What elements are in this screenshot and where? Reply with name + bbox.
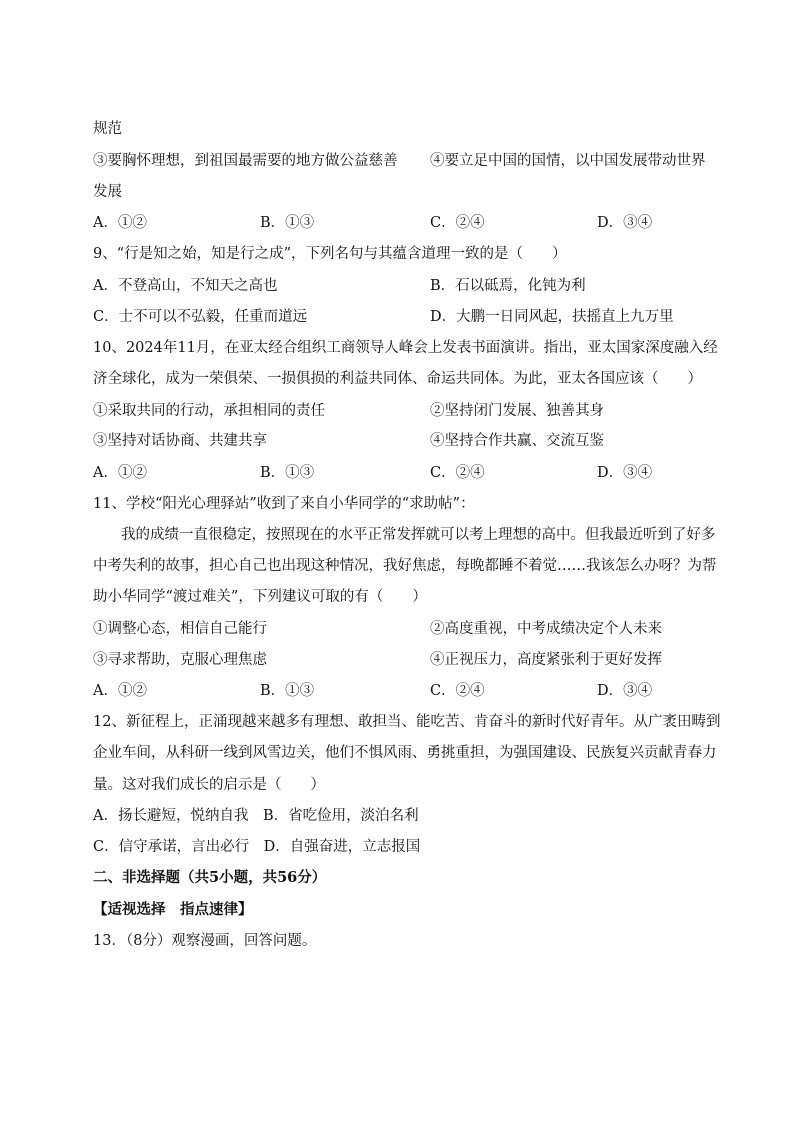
q8-answer-b: B．①③ — [260, 215, 315, 231]
q8-answer-a: A．①② — [93, 215, 147, 231]
q10-answer-a: A．①② — [93, 465, 147, 481]
q11-option-4: ④正视压力，高度紧张利于更好发挥 — [430, 652, 662, 668]
q10-answer-b: B．①③ — [260, 465, 315, 481]
q11-option-1: ①调整心态，相信自己能行 — [93, 621, 267, 637]
q11-paragraph-2: 中考失利的故事，担心自己也出现这种情况，我好焦虑，每晚都睡不着觉……我该怎么办呀？为帮 — [93, 558, 717, 574]
q8-stem-tail: 规范 — [93, 121, 122, 137]
q10-stem: 10、2024年11月，在亚太经合组织工商领导人峰会上发表书面演讲。指出，亚太国家深度融入经 — [93, 340, 718, 356]
q8-option-4: ④要立足中国的国情，以中国发展带动世界 — [430, 153, 706, 169]
q9-option-d: D．大鹏一日同风起，扶摇直上九万里 — [430, 309, 674, 325]
q10-option-3: ③坚持对话协商、共建共享 — [93, 433, 267, 449]
q10-option-2: ②坚持闭门发展、独善其身 — [430, 403, 604, 419]
q11-paragraph-1: 我的成绩一直很稳定，按照现在的水平正常发挥就可以考上理想的高中。但我最近听到了好多 — [121, 527, 716, 543]
q10-option-4: ④坚持合作共赢、交流互鉴 — [430, 433, 604, 449]
q8-answer-d: D．③④ — [597, 215, 653, 231]
q10-answer-c: C．②④ — [430, 465, 485, 481]
q11-option-2: ②高度重视，中考成绩决定个人未来 — [430, 621, 662, 637]
q11-answer-a: A．①② — [93, 683, 147, 699]
q9-stem: 9、“行是知之始，知是行之成”，下列名句与其蕴含道理一致的是（ ） — [93, 246, 567, 262]
q8-answer-c: C．②④ — [430, 215, 485, 231]
q11-option-3: ③寻求帮助，克服心理焦虑 — [93, 652, 267, 668]
q11-answer-c: C．②④ — [430, 683, 485, 699]
q9-option-a: A．不登高山，不知天之高也 — [93, 278, 278, 294]
q11-paragraph-3: 助小华同学“渡过难关”，下列建议可取的有（ ） — [93, 589, 427, 605]
q9-option-c: C．士不可以不弘毅，任重而道远 — [93, 309, 308, 325]
q11-answer-d: D．③④ — [597, 683, 653, 699]
q11-answer-b: B．①③ — [260, 683, 315, 699]
q12-stem-end: 量。这对我们成长的启示是（ ） — [93, 777, 325, 793]
q10-stem-cont: 济全球化，成为一荣俱荣、一损俱损的利益共同体、命运共同体。为此，亚太各国应该（ ） — [93, 371, 702, 387]
q10-answer-d: D．③④ — [597, 465, 653, 481]
q10-option-1: ①采取共同的行动，承担相同的责任 — [93, 403, 325, 419]
q8-option-3: ③要胸怀理想，到祖国最需要的地方做公益慈善 — [93, 153, 398, 169]
q11-stem: 11、学校“阳光心理驿站”收到了来自小华同学的“求助帖”： — [93, 496, 475, 512]
section-2-heading: 二、非选择题（共5小题，共56分） — [93, 869, 327, 886]
q8-option-4-cont: 发展 — [93, 184, 122, 200]
q13-stem: 13．（8分）观察漫画，回答问题。 — [93, 933, 317, 949]
q12-stem: 12、新征程上，正涌现越来越多有理想、敢担当、能吃苦、肯奋斗的新时代好青年。从广袤田畴到 — [93, 714, 721, 730]
q12-options-cd: C．信守承诺，言出必行 D．自强奋进，立志报国 — [93, 839, 421, 855]
q12-stem-cont: 企业车间，从科研一线到风雪边关，他们不惧风雨、勇挑重担，为强国建设、民族复兴贡献青春力 — [93, 745, 717, 761]
q9-option-b: B．石以砥焉，化钝为利 — [430, 278, 586, 294]
q12-options-ab: A．扬长避短，悦纳自我 B．省吃俭用，淡泊名利 — [93, 808, 419, 824]
tip-heading: 【适视选择 指点速律】 — [93, 901, 253, 918]
